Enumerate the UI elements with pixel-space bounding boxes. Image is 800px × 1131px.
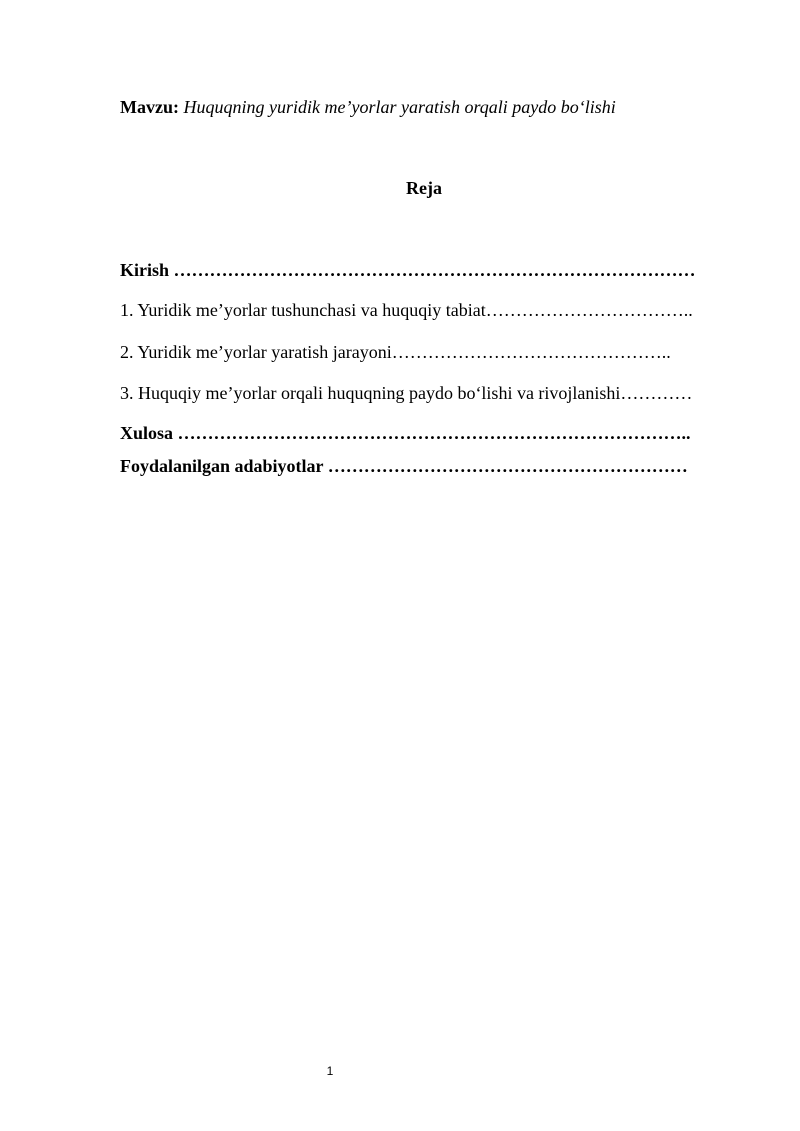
toc-item-conclusion: Xulosa ………………………………………………………………………….. (120, 423, 691, 443)
toc-item-1: 1. Yuridik me’yorlar tushunchasi va huquqiy tabiat…………………………….. (120, 300, 693, 320)
toc-item-references: Foydalanilgan adabiyotlar …………………………………………………… (120, 456, 688, 476)
topic-label: Mavzu: (120, 97, 179, 117)
topic-title: Huquqning yuridik me’yorlar yaratish orqali paydo bo‘lishi (183, 97, 616, 117)
page-number: 1 (326, 1064, 334, 1078)
toc-item-introduction: Kirish …………………………………………………………………………… (120, 260, 696, 280)
topic-line (120, 95, 616, 119)
toc-item-2: 2. Yuridik me’yorlar yaratish jarayoni……………………………………….. (120, 342, 671, 362)
plan-heading: Reja (406, 178, 442, 198)
toc-item-3: 3. Huquqiy me’yorlar orqali huquqning paydo bo‘lishi va rivojlanishi………… (120, 383, 693, 403)
